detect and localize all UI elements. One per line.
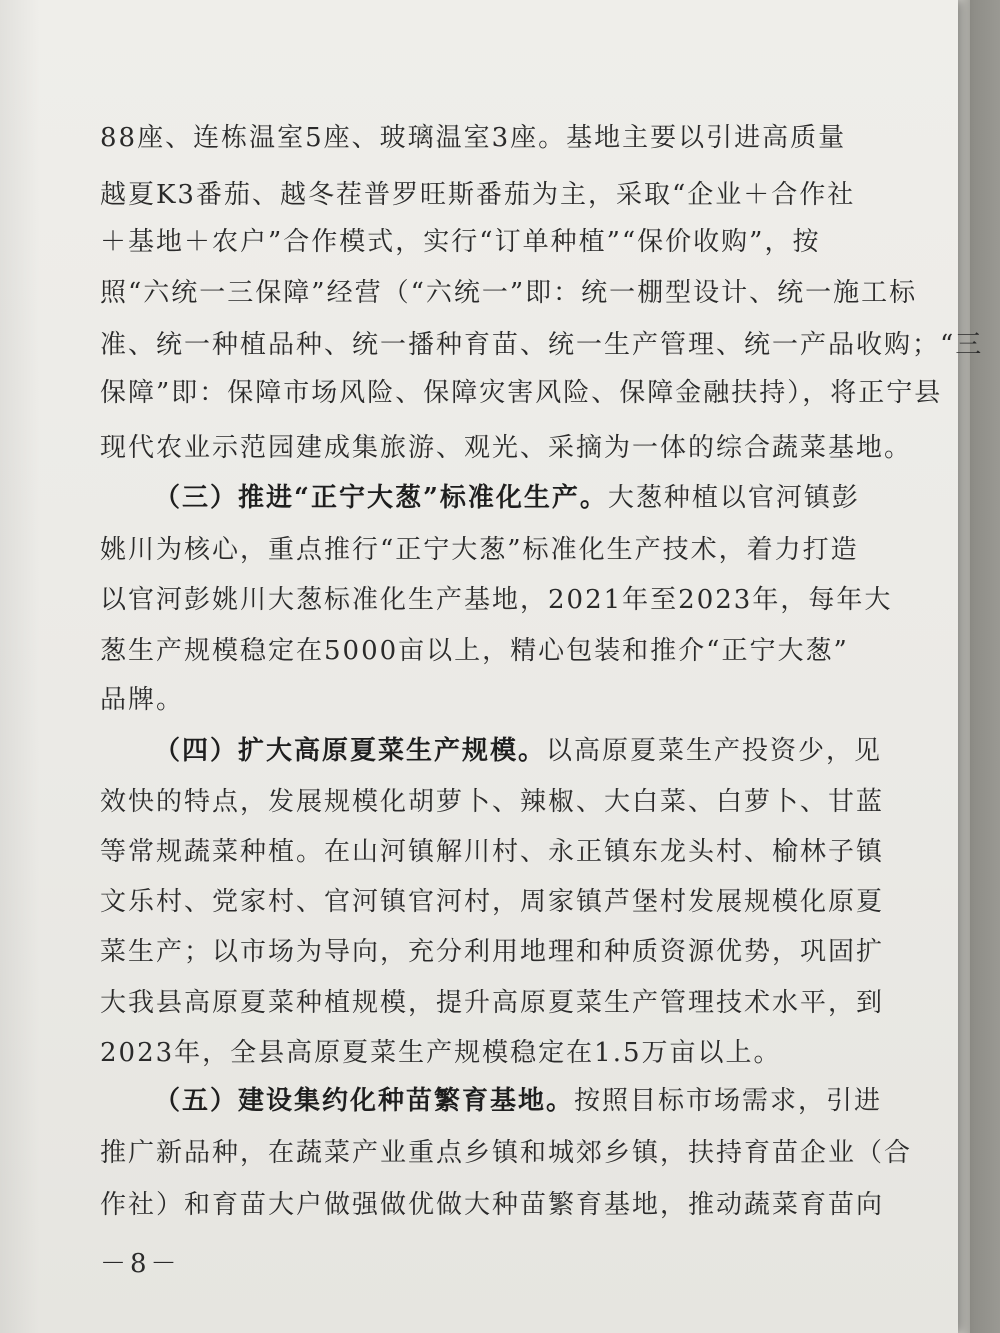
- text-line: 越夏K3番茄、越冬茬普罗旺斯番茄为主，采取“企业＋合作社: [100, 180, 856, 210]
- text-line: 葱生产规模稳定在5000亩以上，精心包装和推介“正宁大葱”: [100, 636, 849, 666]
- text-line: 88座、连栋温室5座、玻璃温室3座。基地主要以引进高质量: [100, 123, 847, 153]
- text-line: 姚川为核心，重点推行“正宁大葱”标准化生产技术，着力打造: [100, 535, 859, 565]
- text-line: 2023年，全县高原夏菜生产规模稳定在1.5万亩以上。: [100, 1038, 782, 1068]
- section-4-heading: （四）扩大高原夏菜生产规模。: [154, 736, 547, 766]
- text-line: 等常规蔬菜种植。在山河镇解川村、永正镇东龙头村、榆林子镇: [100, 837, 885, 867]
- text-line: 大我县高原夏菜种植规模，提升高原夏菜生产管理技术水平，到: [100, 988, 885, 1018]
- text-line: ＋基地＋农户”合作模式，实行“订单种植”“保价收购”，按: [100, 227, 821, 257]
- section-5-text: 按照目标市场需求，引进: [574, 1086, 883, 1116]
- page-number: －8－: [100, 1249, 181, 1279]
- text-line: 效快的特点，发展规模化胡萝卜、辣椒、大白菜、白萝卜、甘蓝: [100, 787, 885, 817]
- text-line: 品牌。: [100, 685, 185, 715]
- section-5-first-line: [154, 1081, 882, 1121]
- text-line: 准、统一种植品种、统一播种育苗、统一生产管理、统一产品收购；“三: [100, 330, 984, 360]
- text-line: 菜生产；以市场为导向，充分利用地理和种质资源优势，巩固扩: [100, 937, 885, 967]
- section-3-heading: （三）推进“正宁大葱”标准化生产。: [154, 483, 608, 513]
- text-line: 现代农业示范园建成集旅游、观光、采摘为一体的综合蔬菜基地。: [100, 433, 913, 463]
- background-surface: [970, 0, 1000, 1333]
- section-3-first-line: [154, 478, 860, 518]
- text-line: 保障”即：保障市场风险、保障灾害风险、保障金融扶持），将正宁县: [100, 378, 943, 408]
- text-line: 以官河彭姚川大葱标准化生产基地，2021年至2023年，每年大: [100, 585, 893, 615]
- section-5-heading: （五）建设集约化种苗繁育基地。: [154, 1086, 575, 1116]
- page-shadow: [0, 0, 40, 1333]
- section-3-text: 大葱种植以官河镇彭: [607, 483, 860, 513]
- section-4-first-line: [154, 731, 882, 771]
- text-line: 推广新品种，在蔬菜产业重点乡镇和城郊乡镇，扶持育苗企业（合: [100, 1138, 913, 1168]
- text-line: 照“六统一三保障”经营（“六统一”即：统一棚型设计、统一施工标: [100, 278, 918, 308]
- text-line: 文乐村、党家村、官河镇官河村，周家镇芦堡村发展规模化原夏: [100, 887, 885, 917]
- section-4-text: 以高原夏菜生产投资少，见: [546, 736, 883, 766]
- text-line: 作社）和育苗大户做强做优做大种苗繁育基地，推动蔬菜育苗向: [100, 1190, 885, 1220]
